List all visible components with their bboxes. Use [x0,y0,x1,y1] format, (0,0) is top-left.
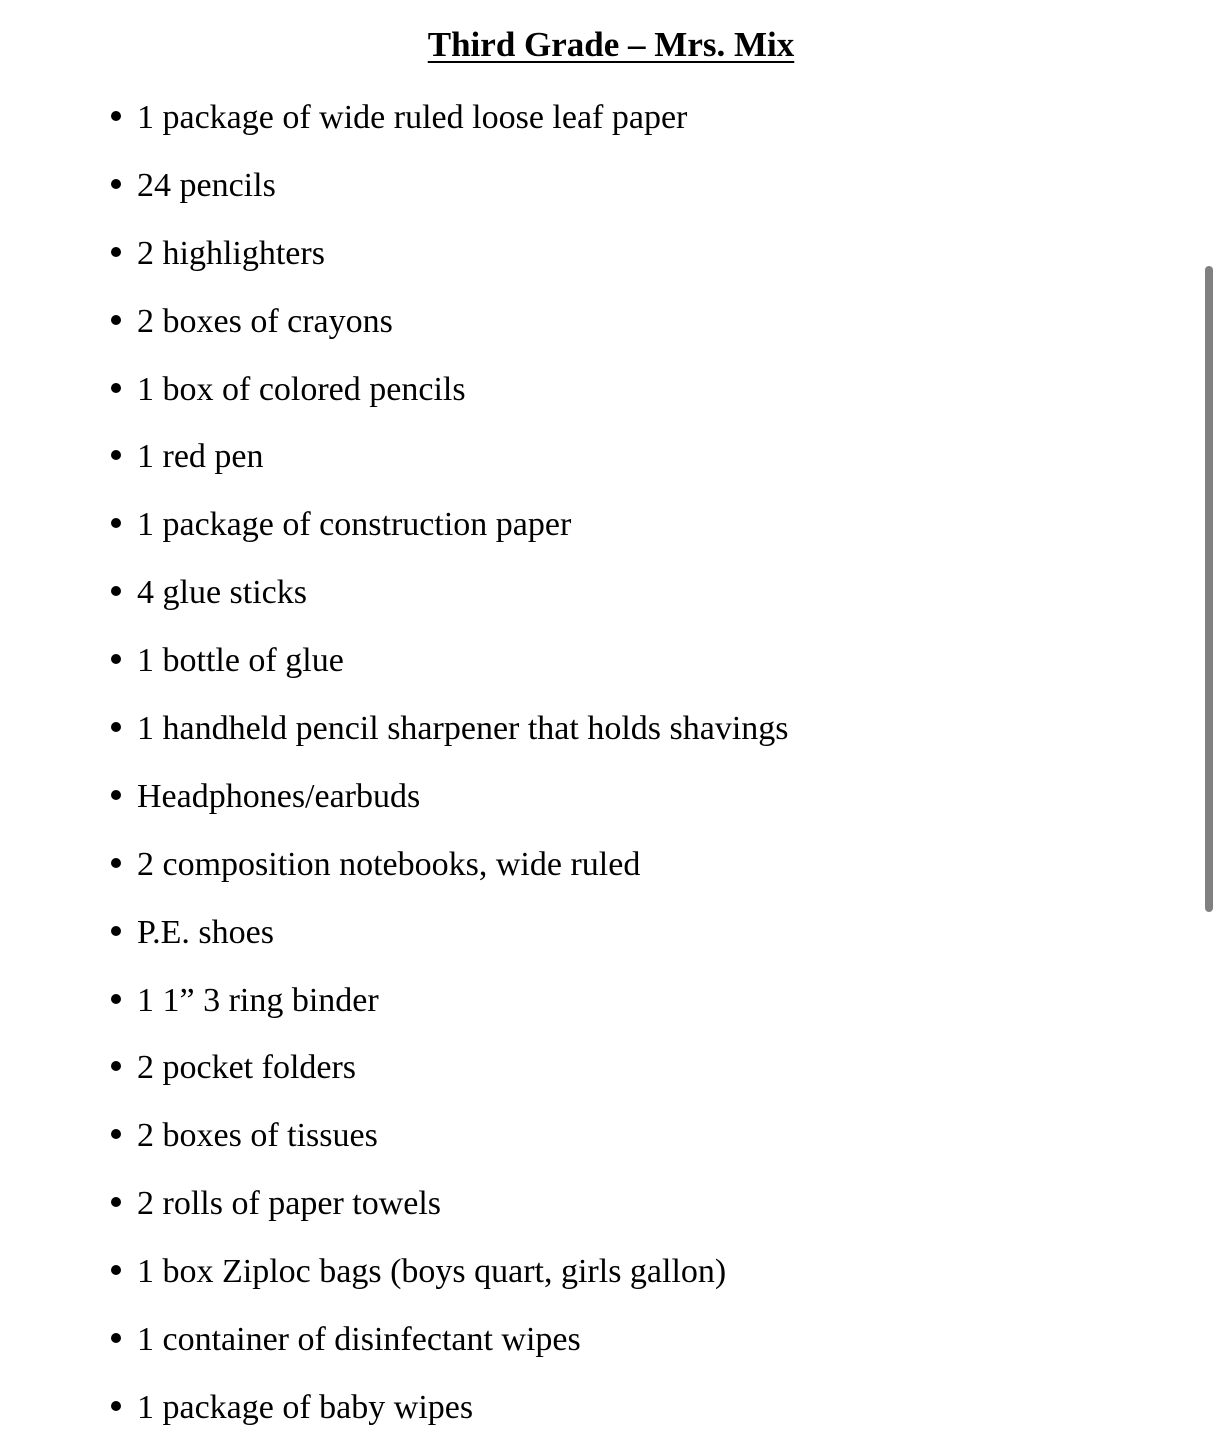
list-item-text: 2 composition notebooks, wide ruled [137,845,641,883]
list-item [108,220,789,288]
list-item [108,288,789,356]
list-item [108,1374,789,1440]
bullet-icon [111,315,121,325]
list-item-text: 4 glue sticks [137,574,307,612]
list-item-text: 1 box of colored pencils [137,370,466,408]
list-item [108,627,789,695]
bullet-icon [111,790,121,800]
list-item-text: 1 container of disinfectant wipes [137,1320,581,1358]
list-item-text: 24 pencils [137,166,276,204]
list-item [108,423,789,491]
list-item [108,356,789,424]
vertical-scrollbar[interactable] [1205,266,1213,912]
bullet-icon [111,926,121,936]
list-item-text: 1 red pen [137,438,264,476]
list-item-text: 1 bottle of glue [137,642,344,680]
list-item [108,152,789,220]
list-item [108,695,789,763]
bullet-icon [111,383,121,393]
bullet-icon [111,179,121,189]
list-item-text: 2 boxes of crayons [137,302,393,340]
bullet-icon [111,1265,121,1275]
bullet-icon [111,1197,121,1207]
bullet-icon [111,1061,121,1071]
list-item [108,763,789,831]
list-item-text: 1 package of construction paper [137,506,572,544]
bullet-icon [111,111,121,121]
bullet-icon [111,994,121,1004]
list-item [108,899,789,967]
page-title [0,24,1222,66]
list-item-text: 1 1” 3 ring binder [137,981,379,1019]
list-item [108,1034,789,1102]
list-item-text: 2 rolls of paper towels [137,1185,442,1223]
list-item [108,491,789,559]
list-item-text: 1 package of baby wipes [137,1388,474,1426]
page-title-text: Third Grade – Mrs. Mix [427,25,795,64]
list-item-text: 2 pocket folders [137,1049,357,1087]
list-item-text: P.E. shoes [137,913,274,951]
list-item [108,84,789,152]
bullet-icon [111,1401,121,1411]
list-item [108,1170,789,1238]
list-item-text: Headphones/earbuds [137,777,421,815]
supply-list [108,84,789,1440]
bullet-icon [111,586,121,596]
bullet-icon [111,858,121,868]
list-item [108,1306,789,1374]
bullet-icon [111,722,121,732]
bullet-icon [111,654,121,664]
list-item [108,1102,789,1170]
bullet-icon [111,518,121,528]
bullet-icon [111,1129,121,1139]
bullet-icon [111,450,121,460]
list-item [108,831,789,899]
list-item [108,967,789,1035]
list-item [108,559,789,627]
list-item-text: 2 boxes of tissues [137,1117,378,1155]
bullet-icon [111,1333,121,1343]
list-item-text: 1 handheld pencil sharpener that holds shavings [137,709,789,747]
list-item-text: 1 box Ziploc bags (boys quart, girls gallon) [137,1253,727,1291]
list-item [108,1238,789,1306]
list-item-text: 2 highlighters [137,234,325,272]
bullet-icon [111,247,121,257]
list-item-text: 1 package of wide ruled loose leaf paper [137,98,688,136]
